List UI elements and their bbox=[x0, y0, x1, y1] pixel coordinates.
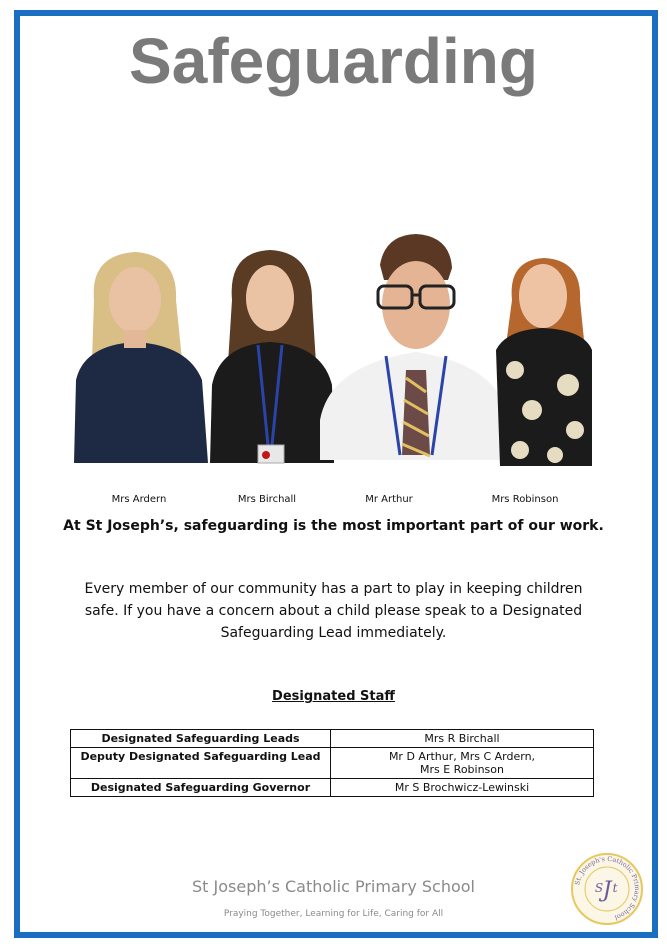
school-name: St Joseph’s Catholic Primary School bbox=[192, 877, 475, 896]
role-cell: Deputy Designated Safeguarding Lead bbox=[71, 748, 331, 779]
role-cell: Designated Safeguarding Leads bbox=[71, 730, 331, 748]
staff-photo-birchall bbox=[210, 250, 334, 463]
body-text: Every member of our community has a part to play in keeping children safe. If you have a concern about a child please speak to a Designated Safeguarding Lead immediately. bbox=[84, 581, 583, 641]
names-line-1: Mr D Arthur, Mrs C Ardern, bbox=[388, 750, 536, 763]
names-cell bbox=[331, 748, 594, 779]
svg-text:t: t bbox=[612, 881, 618, 895]
svg-text:J: J bbox=[602, 878, 612, 903]
lead-statement: At St Joseph’s, safeguarding is the most important part of our work. bbox=[63, 518, 604, 534]
caption-ardern: Mrs Ardern bbox=[111, 494, 167, 505]
page-title: Safeguarding bbox=[129, 25, 538, 97]
table-row bbox=[71, 748, 594, 779]
school-motto: Praying Together, Learning for Life, Caring for All bbox=[223, 909, 444, 919]
school-logo bbox=[570, 852, 644, 926]
role-cell: Designated Safeguarding Governor bbox=[71, 779, 331, 797]
svg-text:St. Joseph's Catholic Primary: St. Joseph's Catholic Primary School bbox=[573, 854, 642, 922]
caption-arthur: Mr Arthur bbox=[365, 494, 413, 505]
staff-photo-robinson bbox=[496, 258, 592, 466]
names-line-2: Mrs E Robinson bbox=[419, 763, 504, 776]
table-row bbox=[71, 730, 594, 748]
names-cell: Mrs R Birchall bbox=[331, 730, 594, 748]
caption-robinson: Mrs Robinson bbox=[491, 494, 559, 505]
designated-staff-table bbox=[70, 729, 594, 797]
table-row bbox=[71, 779, 594, 797]
staff-photo-ardern bbox=[74, 252, 208, 463]
names-cell: Mr S Brochwicz-Lewinski bbox=[331, 779, 594, 797]
designated-staff-heading: Designated Staff bbox=[272, 689, 395, 704]
staff-photo-arthur bbox=[320, 234, 508, 460]
svg-text:S: S bbox=[594, 881, 604, 895]
caption-birchall: Mrs Birchall bbox=[237, 494, 297, 505]
